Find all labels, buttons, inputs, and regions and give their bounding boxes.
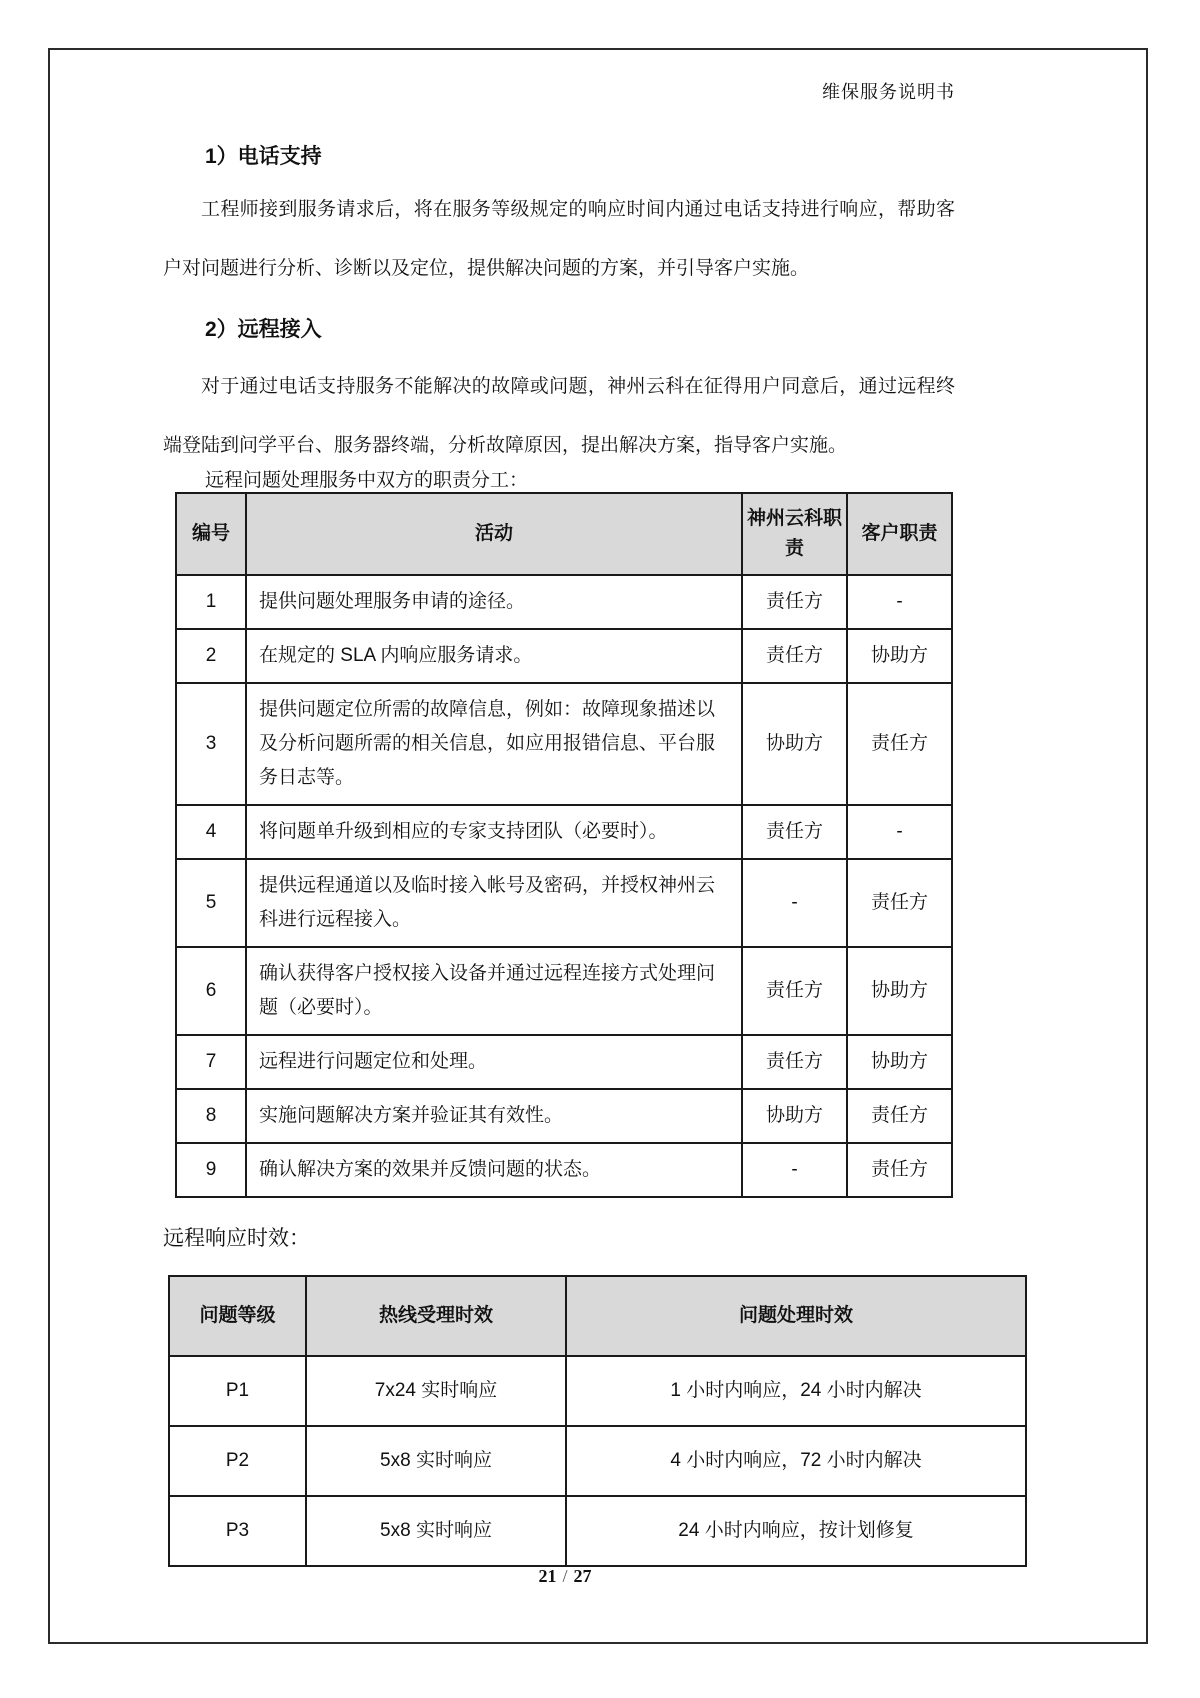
table-row bbox=[176, 575, 952, 629]
cell-szyk-duty: 责任方 bbox=[742, 947, 847, 1035]
section-heading-phone-support: 1）电话支持 bbox=[205, 145, 322, 168]
cell-activity: 远程进行问题定位和处理。 bbox=[246, 1035, 742, 1089]
paragraph-remote-access: 对于通过电话支持服务不能解决的故障或问题，神州云科在征得用户同意后，通过远程终端登陆到问学平台、服务器终端，分析故障原因，提出解决方案，指导客户实施。 bbox=[163, 376, 955, 456]
cell-id: 1 bbox=[176, 575, 246, 629]
section-heading-remote-access: 2）远程接入 bbox=[205, 318, 322, 341]
cell-hotline-sla: 7x24 实时响应 bbox=[306, 1356, 566, 1426]
response-time-label: 远程响应时效： bbox=[163, 1227, 310, 1250]
column-header-activity: 活动 bbox=[246, 493, 742, 575]
cell-hotline-sla: 5x8 实时响应 bbox=[306, 1426, 566, 1496]
cell-activity: 实施问题解决方案并验证其有效性。 bbox=[246, 1089, 742, 1143]
column-header-hotline-sla: 热线受理时效 bbox=[306, 1276, 566, 1356]
cell-processing-sla: 24 小时内响应，按计划修复 bbox=[566, 1496, 1026, 1566]
responsibility-table-header bbox=[176, 493, 952, 575]
cell-activity: 在规定的 SLA 内响应服务请求。 bbox=[246, 629, 742, 683]
table-row bbox=[176, 805, 952, 859]
cell-activity: 提供远程通道以及临时接入帐号及密码，并授权神州云科进行远程接入。 bbox=[246, 859, 742, 947]
response-time-table bbox=[168, 1275, 1027, 1567]
response-time-table-body bbox=[169, 1356, 1026, 1566]
cell-customer-duty: 协助方 bbox=[847, 1035, 952, 1089]
cell-szyk-duty: 责任方 bbox=[742, 629, 847, 683]
cell-id: 7 bbox=[176, 1035, 246, 1089]
total-page-number: 27 bbox=[573, 1566, 592, 1586]
cell-activity: 确认获得客户授权接入设备并通过远程连接方式处理问题（必要时）。 bbox=[246, 947, 742, 1035]
cell-szyk-duty: 协助方 bbox=[742, 683, 847, 805]
page-footer bbox=[0, 1566, 1130, 1587]
cell-id: 8 bbox=[176, 1089, 246, 1143]
cell-customer-duty: 协助方 bbox=[847, 947, 952, 1035]
table-row bbox=[176, 859, 952, 947]
current-page-number: 21 bbox=[538, 1566, 557, 1586]
cell-id: 6 bbox=[176, 947, 246, 1035]
column-header-customer-duty: 客户职责 bbox=[847, 493, 952, 575]
cell-id: 2 bbox=[176, 629, 246, 683]
cell-processing-sla: 1 小时内响应，24 小时内解决 bbox=[566, 1356, 1026, 1426]
column-header-problem-level: 问题等级 bbox=[169, 1276, 306, 1356]
table-row bbox=[169, 1426, 1026, 1496]
table-row bbox=[169, 1356, 1026, 1426]
table-row bbox=[176, 1143, 952, 1197]
cell-szyk-duty: - bbox=[742, 859, 847, 947]
table-row bbox=[176, 683, 952, 805]
column-header-id: 编号 bbox=[176, 493, 246, 575]
cell-activity: 将问题单升级到相应的专家支持团队（必要时）。 bbox=[246, 805, 742, 859]
cell-customer-duty: 责任方 bbox=[847, 859, 952, 947]
column-header-processing-sla: 问题处理时效 bbox=[566, 1276, 1026, 1356]
cell-customer-duty: - bbox=[847, 575, 952, 629]
cell-problem-level: P3 bbox=[169, 1496, 306, 1566]
document-header-title: 维保服务说明书 bbox=[822, 82, 955, 102]
table-row bbox=[176, 629, 952, 683]
cell-szyk-duty: 责任方 bbox=[742, 1035, 847, 1089]
column-header-szyk-duty: 神州云科职责 bbox=[742, 493, 847, 575]
cell-szyk-duty: 责任方 bbox=[742, 805, 847, 859]
page-number-separator: / bbox=[562, 1566, 568, 1586]
responsibility-table bbox=[175, 492, 953, 1198]
cell-problem-level: P2 bbox=[169, 1426, 306, 1496]
responsibility-table-body bbox=[176, 575, 952, 1197]
cell-activity: 提供问题定位所需的故障信息，例如：故障现象描述以及分析问题所需的相关信息，如应用报错信息、平台服务日志等。 bbox=[246, 683, 742, 805]
cell-customer-duty: 责任方 bbox=[847, 683, 952, 805]
cell-customer-duty: 责任方 bbox=[847, 1143, 952, 1197]
cell-szyk-duty: 责任方 bbox=[742, 575, 847, 629]
cell-customer-duty: 责任方 bbox=[847, 1089, 952, 1143]
cell-customer-duty: 协助方 bbox=[847, 629, 952, 683]
cell-id: 3 bbox=[176, 683, 246, 805]
responsibility-table-intro: 远程问题处理服务中双方的职责分工： bbox=[205, 470, 529, 491]
cell-processing-sla: 4 小时内响应，72 小时内解决 bbox=[566, 1426, 1026, 1496]
cell-activity: 确认解决方案的效果并反馈问题的状态。 bbox=[246, 1143, 742, 1197]
table-row bbox=[176, 1089, 952, 1143]
cell-szyk-duty: - bbox=[742, 1143, 847, 1197]
cell-id: 4 bbox=[176, 805, 246, 859]
paragraph-phone-support: 工程师接到服务请求后，将在服务等级规定的响应时间内通过电话支持进行响应，帮助客户对问题进行分析、诊断以及定位，提供解决问题的方案，并引导客户实施。 bbox=[163, 199, 955, 279]
table-row bbox=[169, 1496, 1026, 1566]
cell-id: 5 bbox=[176, 859, 246, 947]
cell-customer-duty: - bbox=[847, 805, 952, 859]
cell-id: 9 bbox=[176, 1143, 246, 1197]
response-time-table-header bbox=[169, 1276, 1026, 1356]
cell-problem-level: P1 bbox=[169, 1356, 306, 1426]
cell-szyk-duty: 协助方 bbox=[742, 1089, 847, 1143]
cell-hotline-sla: 5x8 实时响应 bbox=[306, 1496, 566, 1566]
cell-activity: 提供问题处理服务申请的途径。 bbox=[246, 575, 742, 629]
table-row bbox=[176, 1035, 952, 1089]
table-row bbox=[176, 947, 952, 1035]
